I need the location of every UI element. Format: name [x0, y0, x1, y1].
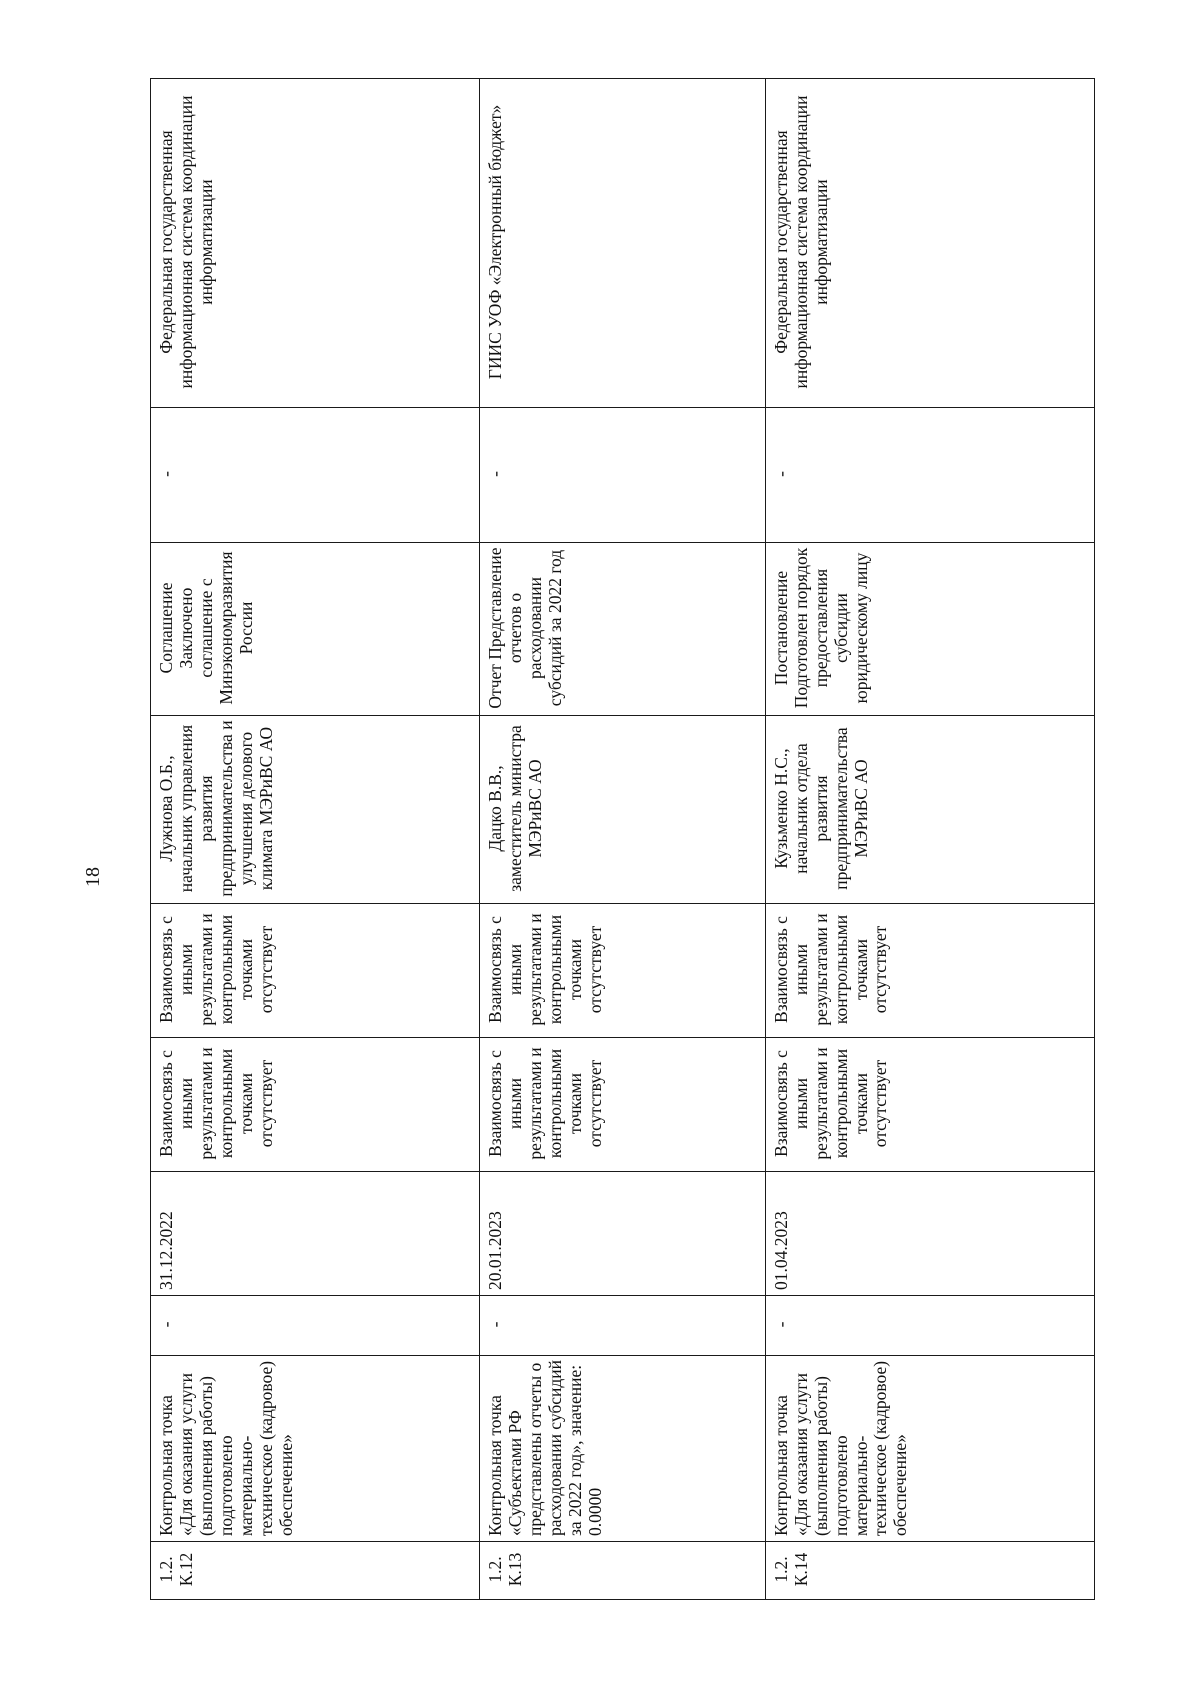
table-row [480, 79, 766, 1600]
confirming-document: Постановление Подготовлен порядок предоставления субсидии юридическому лицу [765, 543, 1094, 716]
confirming-document: Отчет Представление отчетов о расходовании субсидий за 2022 год [480, 543, 766, 716]
link-next: Взаимосвязь с иными результатами и контрольными точками отсутствует [151, 904, 480, 1038]
confirming-document: Соглашение Заключено соглашение с Минэкономразвития России [151, 543, 480, 716]
information-system: Федеральная государственная информационная система координации информатизации [765, 79, 1094, 408]
link-previous: Взаимосвязь с иными результатами и контрольными точками отсутствует [480, 1038, 766, 1172]
control-points-table [150, 78, 1095, 1600]
control-point-name: Контрольная точка «Для оказания услуги (выполнения работы) подготовлено материально-техническое (кадровое) обеспечение» [151, 1356, 480, 1542]
control-point-name: Контрольная точка «Для оказания услуги (выполнения работы) подготовлено материально-техническое (кадровое) обеспечение» [765, 1356, 1094, 1542]
row-id: 1.2. К.14 [765, 1542, 1094, 1600]
responsible-person: Лужнова О.Б., начальник управления развития предпринимательства и улучшения делового климата МЭРиВС АО [151, 716, 480, 904]
dash-cell: - [765, 1296, 1094, 1356]
due-date: 31.12.2022 [151, 1172, 480, 1296]
table-row [765, 79, 1094, 1600]
dash-cell: - [765, 408, 1094, 543]
dash-cell: - [151, 1296, 480, 1356]
due-date: 01.04.2023 [765, 1172, 1094, 1296]
row-id: 1.2. К.12 [151, 1542, 480, 1600]
link-next: Взаимосвязь с иными результатами и контрольными точками отсутствует [480, 904, 766, 1038]
link-previous: Взаимосвязь с иными результатами и контрольными точками отсутствует [765, 1038, 1094, 1172]
control-point-name: Контрольная точка «Субъектами РФ представлены отчеты о расходовании субсидий за 2022 год», значение: 0.0000 [480, 1356, 766, 1542]
link-previous: Взаимосвязь с иными результатами и контрольными точками отсутствует [151, 1038, 480, 1172]
dash-cell: - [480, 1296, 766, 1356]
dash-cell: - [480, 408, 766, 543]
row-id: 1.2. К.13 [480, 1542, 766, 1600]
dash-cell: - [151, 408, 480, 543]
table-row [151, 79, 480, 1600]
information-system: ГИИС УОФ «Электронный бюджет» [480, 79, 766, 408]
due-date: 20.01.2023 [480, 1172, 766, 1296]
responsible-person: Кузьменко Н.С., начальник отдела развития предпринимательства МЭРиВС АО [765, 716, 1094, 904]
link-next: Взаимосвязь с иными результатами и контрольными точками отсутствует [765, 904, 1094, 1038]
page-number: 18 [82, 867, 104, 887]
responsible-person: Дацко В.В., заместитель министра МЭРиВС АО [480, 716, 766, 904]
information-system: Федеральная государственная информационная система координации информатизации [151, 79, 480, 408]
rotated-table-container [150, 79, 1095, 1600]
